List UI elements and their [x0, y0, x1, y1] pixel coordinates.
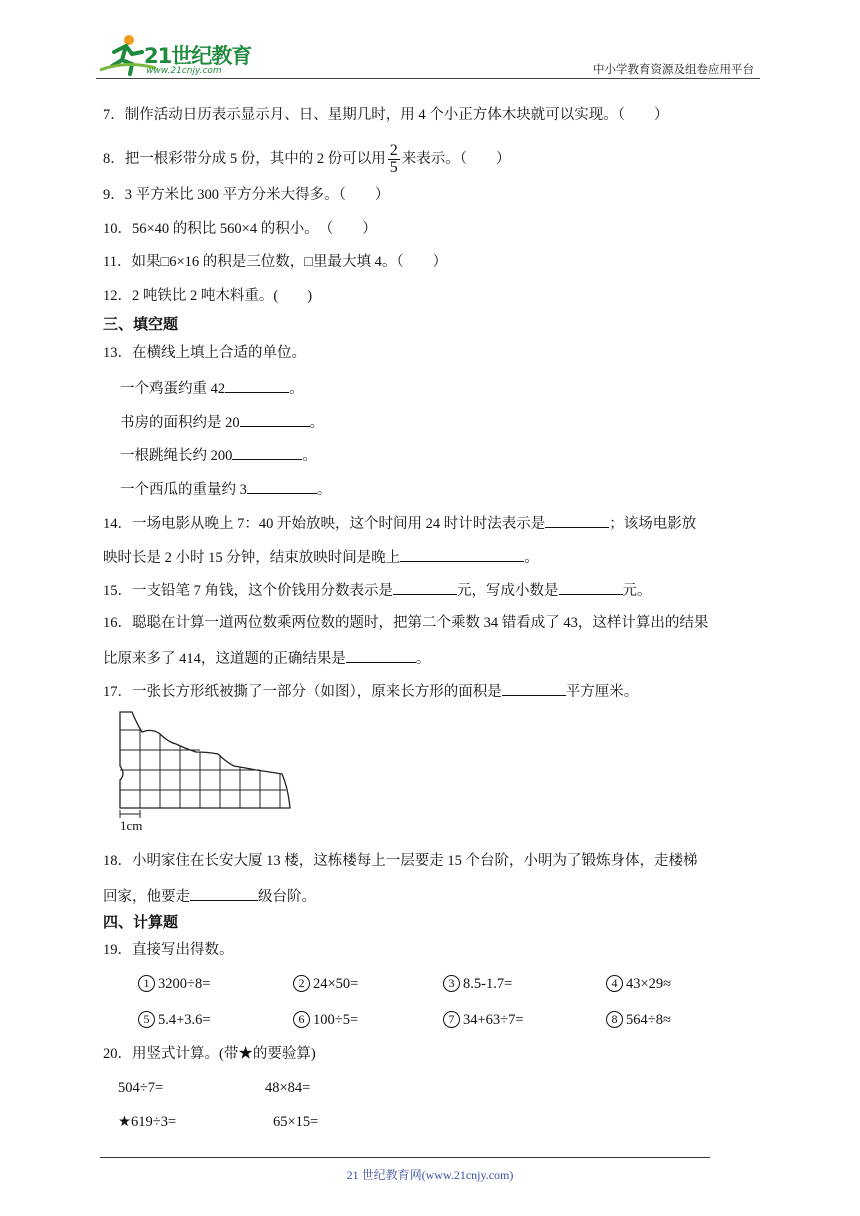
question-12: 12．2 吨铁比 2 吨木料重。( ): [103, 288, 313, 304]
q13-line-1: [120, 378, 304, 398]
q14-text-2: 映时长是 2 小时 15 分钟，结束放映时间是晚上: [103, 550, 401, 566]
q13-line-1-end: 。: [289, 381, 304, 397]
question-8: [103, 143, 511, 176]
calc-item-1: [138, 975, 210, 993]
q17-text-end: 平方厘米。: [565, 684, 639, 700]
question-15: [103, 580, 652, 600]
question-9: 9．3 平方米比 300 平方分米大得多。（ ）: [103, 187, 390, 203]
footer-text: 21 世纪教育网(www.21cnjy.com): [346, 1168, 514, 1182]
answer-blank[interactable]: [545, 513, 609, 528]
q13-line-4-text: 一个西瓜的重量约 3: [120, 482, 247, 498]
calc-item-6: [293, 1011, 358, 1029]
answer-blank[interactable]: [502, 681, 566, 696]
calc-item-4: [606, 975, 671, 993]
calc-item-2: [293, 975, 358, 993]
calc-expression: 43×29≈: [626, 976, 672, 992]
calc-expression: 3200÷8=: [158, 976, 211, 992]
q16-text: 比原来多了 414，这道题的正确结果是: [103, 651, 346, 667]
q16-text-end: 。: [415, 651, 431, 667]
q8-text-after: 来表示。（ ）: [401, 150, 511, 167]
answer-blank[interactable]: [232, 445, 302, 460]
answer-blank[interactable]: [559, 580, 623, 595]
q8-text-before: 8．把一根彩带分成 5 份，其中的 2 份可以用: [103, 150, 386, 167]
circled-number: 8: [606, 1011, 623, 1028]
circled-number: 2: [293, 975, 310, 992]
q13-line-2: [120, 412, 324, 432]
answer-blank[interactable]: [346, 648, 416, 663]
q13-line-2-end: 。: [309, 415, 325, 431]
site-logo: [96, 30, 266, 80]
fraction-numerator: 2: [389, 142, 398, 159]
section-heading-calculation: 四、计算题: [103, 913, 179, 931]
question-16-line-2: [103, 648, 430, 668]
q15-text-2: 元，写成小数是: [457, 583, 559, 599]
footer-divider: [100, 1157, 710, 1158]
q13-line-3-text: 一根跳绳长约 200: [120, 448, 233, 464]
circled-number: 3: [443, 975, 460, 992]
circled-number: 1: [138, 975, 155, 992]
question-16-line-1: 16．聪聪在计算一道两位数乘两位数的题时，把第二个乘数 34 错看成了 43，这样计算出的结果: [103, 615, 709, 631]
q13-line-1-text: 一个鸡蛋约重 42: [120, 381, 226, 397]
scale-label: 1cm: [120, 818, 143, 833]
question-7: 7．制作活动日历表示显示月、日、星期几时，用 4 个小正方体木块就可以实现。（ ）: [103, 107, 669, 123]
q13-line-2-text: 书房的面积约是 20: [120, 415, 240, 431]
calc-item-8: [606, 1011, 671, 1029]
circled-number: 5: [138, 1011, 155, 1028]
calc-expression: 5.4+3.6=: [158, 1012, 211, 1028]
q13-line-4-end: 。: [316, 482, 332, 498]
answer-blank[interactable]: [393, 580, 457, 595]
q13-line-3-end: 。: [302, 448, 317, 464]
q13-line-3: [120, 445, 317, 465]
calc-expression: 24×50=: [313, 976, 359, 992]
calc-item-3: [443, 975, 512, 993]
vertical-calc-4: 65×15=: [273, 1114, 319, 1130]
answer-blank[interactable]: [400, 547, 524, 562]
answer-blank[interactable]: [240, 412, 310, 427]
question-11: 11．如果□6×16 的积是三位数，□里最大填 4。（ ）: [103, 254, 448, 270]
question-14-line-1: [103, 513, 696, 533]
torn-paper-figure: [110, 708, 300, 838]
calc-item-5: [138, 1011, 211, 1029]
header-divider: [96, 78, 760, 79]
calc-expression: 100÷5=: [313, 1012, 359, 1028]
q18-text: 回家，他要走: [103, 889, 190, 905]
question-18-line-1: 18．小明家住在长安大厦 13 楼，这栋楼每上一层要走 15 个台阶，小明为了锻炼身体，走楼梯: [103, 853, 698, 869]
question-10: 10．56×40 的积比 560×4 的积小。 （ ）: [103, 221, 377, 237]
fraction-two-fifths: [388, 143, 400, 176]
question-17: [103, 681, 638, 701]
question-19-title: 19．直接写出得数。: [103, 942, 234, 958]
question-18-line-2: [103, 886, 316, 906]
circled-number: 4: [606, 975, 623, 992]
calc-expression: 34+63÷7=: [463, 1012, 524, 1028]
calc-item-7: [443, 1011, 524, 1029]
answer-blank[interactable]: [225, 378, 289, 393]
q15-text-3: 元。: [622, 583, 652, 599]
question-20-title: 20．用竖式计算。(带★的要验算): [103, 1046, 316, 1062]
header-platform-text: 中小学教育资源及组卷应用平台: [593, 62, 754, 76]
fraction-denominator: 5: [389, 159, 398, 176]
vertical-calc-2: 48×84=: [265, 1080, 311, 1096]
q13-line-4: [120, 479, 331, 499]
circled-number: 6: [293, 1011, 310, 1028]
question-14-line-2: [103, 547, 539, 567]
q17-text: 17．一张长方形纸被撕了一部分（如图），原来长方形的面积是: [103, 684, 502, 700]
calc-expression: 564÷8≈: [626, 1012, 671, 1028]
q18-text-end: 级台阶。: [258, 889, 316, 905]
section-heading-fill-in: 三、填空题: [103, 315, 179, 333]
vertical-calc-1: 504÷7=: [118, 1080, 164, 1096]
calc-expression: 8.5-1.7=: [463, 976, 513, 992]
logo-url: www.21cnjy.com: [146, 66, 222, 76]
q14-text-cont: ；该场电影放: [609, 516, 697, 532]
q15-text-1: 15．一支铅笔 7 角钱，这个价钱用分数表示是: [103, 583, 393, 599]
q14-text-end: 。: [524, 550, 539, 566]
q14-text: 14．一场电影从晚上 7：40 开始放映，这个时间用 24 时计时法表示是: [103, 516, 546, 532]
answer-blank[interactable]: [247, 479, 317, 494]
circled-number: 7: [443, 1011, 460, 1028]
vertical-calc-3: ★619÷3=: [118, 1114, 177, 1130]
question-13-title: 13．在横线上填上合适的单位。: [103, 345, 306, 361]
logo-text: 21世纪教育: [144, 44, 252, 68]
answer-blank[interactable]: [190, 886, 258, 901]
